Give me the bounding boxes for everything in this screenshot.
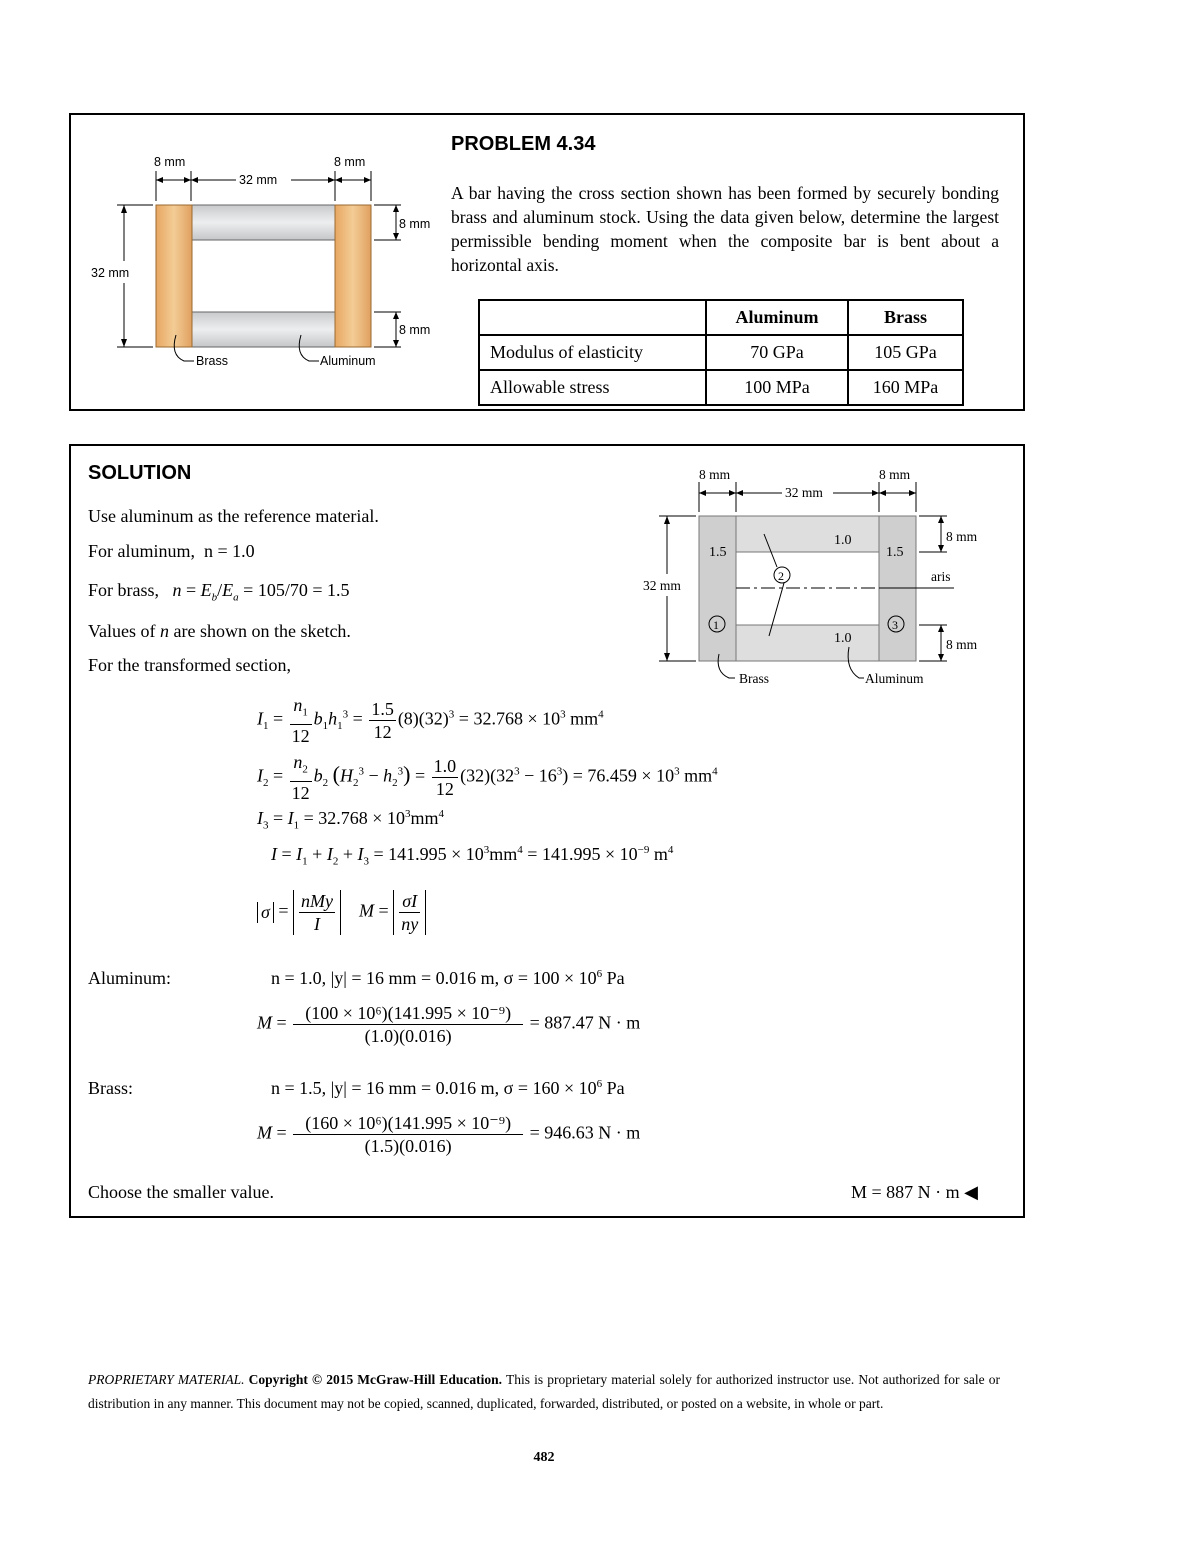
table-header-row — [479, 300, 963, 335]
equation-I3: $I_3 = I_1 = 32.768 \times 10^3mm^4$ — [257, 808, 444, 832]
solution-line-reference: Use aluminum as the reference material. — [88, 506, 379, 526]
dim-center-width: 32 mm — [239, 173, 278, 187]
final-answer-text: M = 887 N · m — [851, 1182, 960, 1202]
brass-right-bar — [335, 205, 371, 347]
dim-right-width: 8 mm — [334, 155, 366, 169]
table-header-brass: Brass — [848, 300, 963, 335]
brass-moment-denominator: (1.5)(0.016) — [364, 1136, 452, 1156]
solution-line-brass: For brass, $n = E_b/E_a = 105/70 = 1.5$ — [88, 580, 350, 604]
aluminum-moment-denominator: (1.0)(0.016) — [364, 1026, 452, 1046]
table-cell: 100 MPa — [706, 370, 848, 405]
solution-title: SOLUTION — [88, 462, 192, 484]
table-row — [479, 335, 963, 370]
table-row — [479, 370, 963, 405]
solution-line-values-suffix: are shown on the sketch. — [173, 621, 351, 641]
conclusion: Choose the smaller value. — [88, 1182, 274, 1202]
brass-moment-numerator: (160 × 10⁶)(141.995 × 10⁻⁹) — [293, 1112, 523, 1135]
dim-left-width: 8 mm — [154, 155, 186, 169]
dim-bottom-flange: 8 mm — [946, 637, 978, 652]
solution-line-aluminum-n: n = 1.0 — [204, 541, 255, 561]
aluminum-label: Aluminum: — [88, 968, 172, 988]
dim-height: 32 mm — [91, 266, 130, 280]
table-cell: Allowable stress — [479, 370, 706, 405]
page-number: 482 — [533, 1450, 555, 1465]
label-brass: Brass — [196, 354, 228, 368]
part-label-3: 3 — [892, 618, 898, 632]
label-brass: Brass — [739, 671, 769, 686]
footer-text: This is proprietary material solely for authorized instructor use. Not authorized for sale or distribution in any manner. This document may not be copied, scanned, duplicated, forwarded, distributed, or posted on a website, in whole or part. — [88, 1372, 1000, 1411]
equation-I3-result: = 32.768 × 10 — [303, 808, 405, 828]
n-value-bottom: 1.0 — [834, 631, 852, 646]
table-cell: 105 GPa — [848, 335, 963, 370]
n-value-right: 1.5 — [886, 545, 904, 560]
brass-params-unit: Pa — [606, 1078, 625, 1098]
aluminum-moment-numerator: (100 × 10⁶)(141.995 × 10⁻⁹) — [293, 1002, 523, 1025]
dim-center-width: 32 mm — [785, 485, 823, 500]
solution-box — [69, 444, 1025, 1218]
part-1-brass-left — [699, 516, 736, 661]
part-2-aluminum-top — [736, 516, 879, 552]
answer-arrow-icon: ◀ — [964, 1182, 978, 1202]
axis-label: aris — [931, 569, 951, 584]
label-aluminum: Aluminum — [865, 671, 924, 686]
equation-I-total-mm: = 141.995 × 10 — [373, 844, 484, 864]
table-cell: Modulus of elasticity — [479, 335, 706, 370]
solution-line-values-prefix: Values of — [88, 621, 156, 641]
brass-label: Brass: — [88, 1078, 133, 1098]
dim-top-flange: 8 mm — [946, 529, 978, 544]
dim-bottom-flange: 8 mm — [399, 323, 431, 337]
problem-statement: A bar having the cross section shown has been formed by securely bonding brass and aluminum stock. Using the data given below, determine the largest permissible bending moment when the composite bar is bent about a horizontal axis. — [451, 183, 999, 275]
aluminum-params: n = 1.0, |y| = 16 mm = 0.016 m, $\sigma = 100 \times 10^6$ Pa — [271, 968, 625, 988]
material-properties-table — [478, 299, 964, 406]
equation-I-total-m: = 141.995 × 10 — [527, 844, 638, 864]
part-2-aluminum-bottom — [736, 625, 879, 661]
part-label-1: 1 — [713, 618, 719, 632]
aluminum-params-text: n = 1.0, |y| = 16 mm = 0.016 m, σ = 100 × 10 — [271, 968, 597, 988]
brass-moment: M = $\frac{\text{(160 × 10⁶)(141.995 × 10⁻⁹)}}{(1.5)(0.016)}$ = 946.63 N · m — [257, 1113, 641, 1156]
aluminum-moment: M = $\frac{\text{(100 × 10⁶)(141.995 × 10⁻⁹)}}{(1.0)(0.016)}$ = 887.47 N · m — [257, 1003, 641, 1046]
problem-box — [69, 113, 1025, 411]
dim-height: 32 mm — [643, 578, 681, 593]
aluminum-moment-result: = 887.47 N · m — [529, 1012, 641, 1033]
dim-top-flange: 8 mm — [399, 217, 431, 231]
equation-stress: σ = $\frac{\text{nMy}}{I}$ M = $\frac{\sigma I}{ny}$ — [257, 890, 426, 935]
solution-line-aluminum — [88, 541, 255, 562]
solution-line-transformed: For the transformed section, — [88, 655, 291, 675]
aluminum-bottom-flange — [191, 312, 336, 347]
solution-line-brass-n: = 105/70 = 1.5 — [243, 580, 350, 600]
solution-line-brass-label: For brass, — [88, 580, 159, 600]
final-answer — [851, 1182, 978, 1203]
part-label-2: 2 — [778, 569, 784, 583]
aluminum-params-unit: Pa — [606, 968, 625, 988]
equation-I2: $I_2$ = $\frac{n_2}{12}$ $b_2$ $(H_2^3 - h_2^3)$ = $\frac{1.0}{12}$ $(32)(32^3 - 16^3) = 76.459 \times 10^3$ $mm^4$ — [257, 752, 718, 803]
table-cell: 160 MPa — [848, 370, 963, 405]
brass-params-text: n = 1.5, |y| = 16 mm = 0.016 m, σ = 160 × 10 — [271, 1078, 597, 1098]
equation-I2-result: = 76.459 × 10 — [572, 765, 675, 786]
n-value-left: 1.5 — [709, 545, 727, 560]
footer — [88, 1368, 1000, 1416]
solution-figure — [639, 464, 978, 694]
brass-left-bar — [156, 205, 192, 347]
aluminum-top-flange — [191, 205, 336, 240]
footer-proprietary: PROPRIETARY MATERIAL. — [88, 1372, 245, 1387]
brass-moment-result: = 946.63 N · m — [529, 1122, 641, 1143]
footer-copyright: Copyright © 2015 McGraw-Hill Education. — [248, 1372, 503, 1387]
table-header-aluminum: Aluminum — [706, 300, 848, 335]
equation-I1-result: = 32.768 × 10 — [458, 708, 561, 729]
solution-line-aluminum-label: For aluminum, — [88, 541, 195, 561]
solution-line-values: Values of n are shown on the sketch. — [88, 621, 351, 641]
dim-right-width: 8 mm — [879, 467, 911, 482]
label-aluminum: Aluminum — [320, 354, 376, 368]
brass-params: n = 1.5, |y| = 16 mm = 0.016 m, $\sigma = 160 \times 10^6$ Pa — [271, 1078, 625, 1098]
problem-figure — [81, 151, 431, 381]
problem-title: PROBLEM 4.34 — [451, 133, 596, 155]
equation-I-total: $I = I_1 + I_2 + I_3 = 141.995 \times 10^3mm^4 = 141.995 \times 10^{-9}$ $m^4$ — [271, 844, 674, 868]
n-value-top: 1.0 — [834, 533, 852, 548]
equation-I1: $I_1$ = $\frac{n_1}{12}$ $b_1h_1^3$ = $\frac{1.5}{12}$ $(8)(32)^3 = 32.768 \times 10^3$ $mm^4$ — [257, 695, 604, 746]
table-header-blank — [479, 300, 706, 335]
table-cell: 70 GPa — [706, 335, 848, 370]
dim-left-width: 8 mm — [699, 467, 731, 482]
